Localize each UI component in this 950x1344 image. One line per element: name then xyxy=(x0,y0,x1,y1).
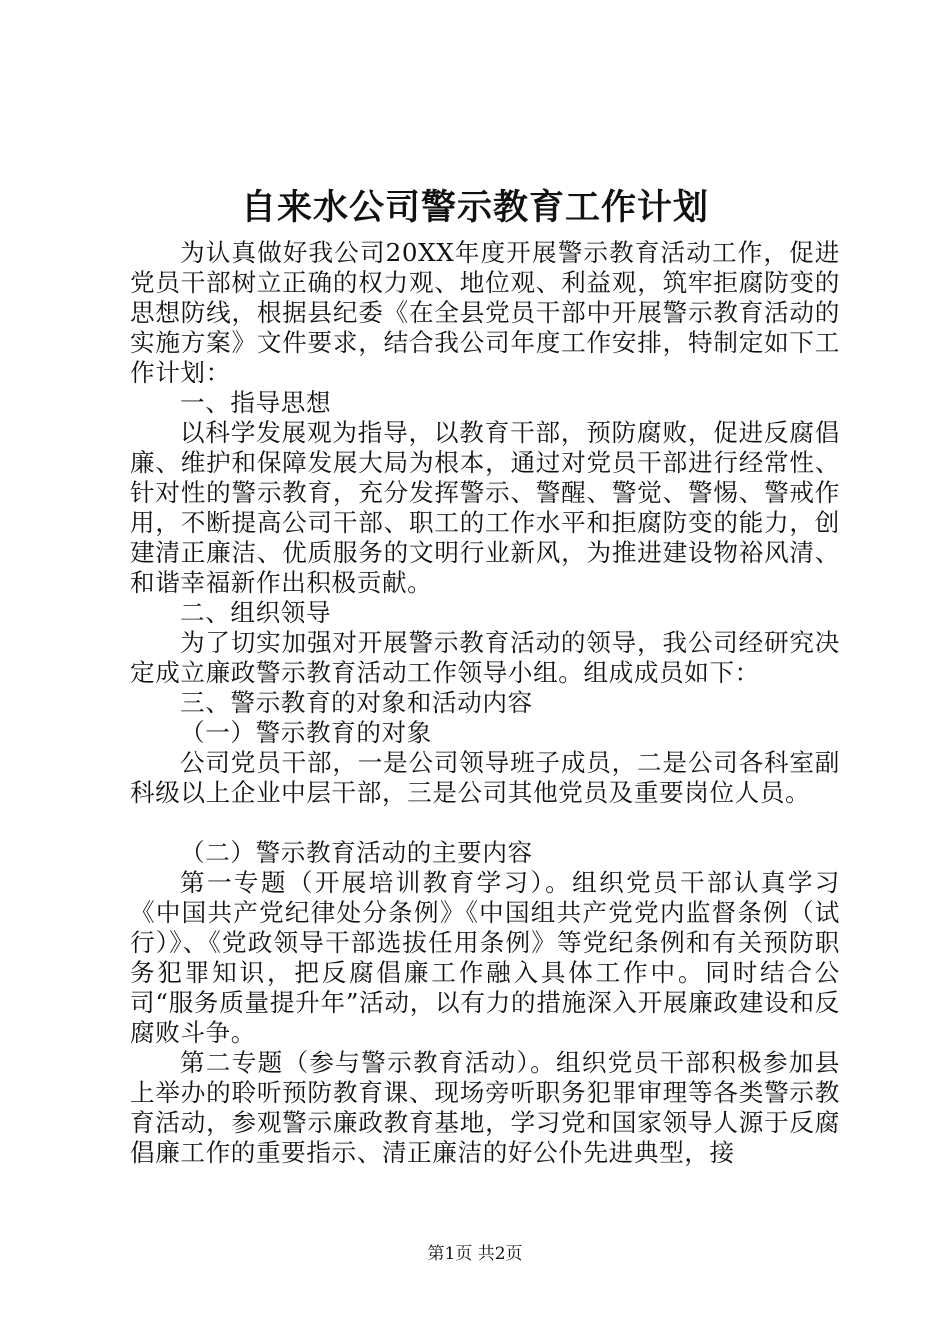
page-number: 第1页 共2页 xyxy=(427,1244,523,1264)
document-title: 自来水公司警示教育工作计划 xyxy=(240,188,709,228)
subheading-main-content: （二）警示教育活动的主要内容 xyxy=(180,838,533,867)
targets-paragraph: 公司党员干部，一是公司领导班子成员，二是公司各科室副科级以上企业中层干部，三是公司其他党员及重要岗位人员。 xyxy=(130,748,840,807)
intro-paragraph: 为认真做好我公司20XX年度开展警示教育活动工作，促进党员干部树立正确的权力观、地位观、利益观，筑牢拒腐防变的思想防线，根据县纪委《在全县党员干部中开展警示教育活动的实施方案》文件要求，结合我公司年度工作安排，特制定如下工作计划： xyxy=(130,238,840,387)
document-body xyxy=(130,238,840,1168)
topic-one-paragraph: 第一专题（开展培训教育学习）。组织党员干部认真学习《中国共产党纪律处分条例》《中国组共产党党内监督条例（试行）》、《党政领导干部选拔任用条例》等党纪条例和有关预防职务犯罪知识，把反腐倡廉工作融入具体工作中。同时结合公司“服务质量提升年”活动，以有力的措施深入开展廉政建设和反腐败斗争。 xyxy=(130,868,840,1047)
paragraph-spacer xyxy=(130,808,840,838)
guiding-ideology-paragraph: 以科学发展观为指导，以教育干部，预防腐败，促进反腐倡廉、维护和保障发展大局为根本，通过对党员干部进行经常性、针对性的警示教育，充分发挥警示、警醒、警觉、警惕、警戒作用，不断提高公司干部、职工的工作水平和拒腐防变的能力，创建清正廉洁、优质服务的文明行业新风，为推进建设物裕风清、和谐幸福新作出积极贡献。 xyxy=(130,418,840,597)
topic-two-paragraph: 第二专题（参与警示教育活动）。组织党员干部积极参加县上举办的聆听预防教育课、现场旁听职务犯罪审理等各类警示教育活动，参观警示廉政教育基地，学习党和国家领导人源于反腐倡廉工作的重要指示、清正廉洁的好公仆先进典型，接 xyxy=(130,1048,840,1167)
organization-paragraph: 为了切实加强对开展警示教育活动的领导，我公司经研究决定成立廉政警示教育活动工作领导小组。组成成员如下： xyxy=(130,628,840,687)
subheading-targets: （一）警示教育的对象 xyxy=(180,718,432,747)
section-heading-organization: 二、组织领导 xyxy=(180,598,332,627)
section-heading-targets-content: 三、警示教育的对象和活动内容 xyxy=(180,688,533,717)
section-heading-guiding-ideology: 一、指导思想 xyxy=(180,388,332,417)
